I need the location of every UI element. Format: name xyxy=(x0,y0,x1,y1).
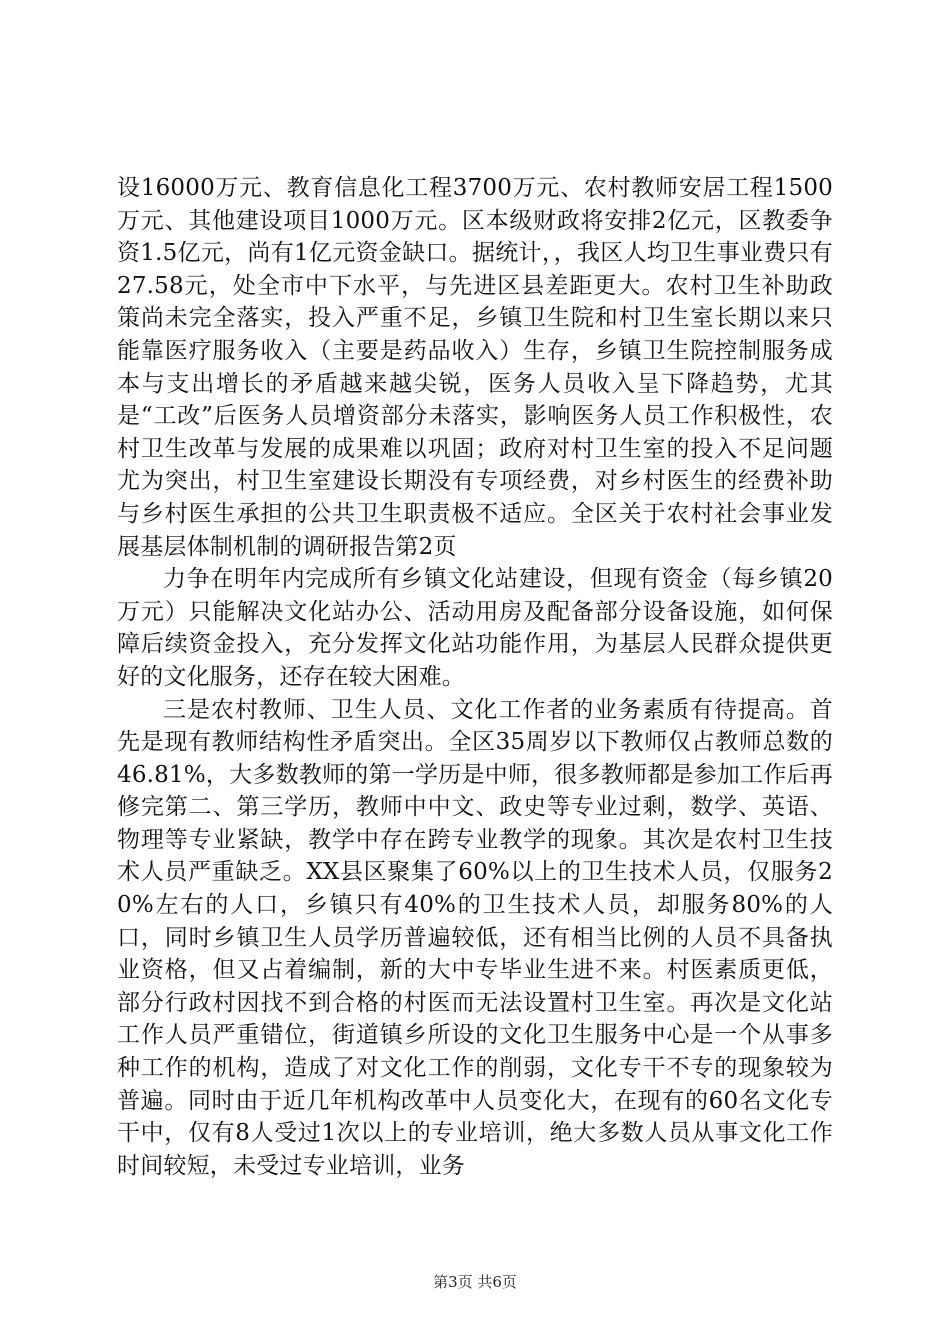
paragraph-quality: 三是农村教师、卫生人员、文化工作者的业务素质有待提高。首先是现有教师结构性矛盾突出。全区35周岁以下教师仅占教师总数的46.81%，大多数教师的第一学历是中师，很多教师都是参加工作后再修完第二、第三学历，教师中中文、政史等专业过剩，数学、英语、物理等专业紧缺，教学中存在跨专业教学的现象。其次是农村卫生技术人员严重缺乏。XX县区聚集了60%以上的卫生技术人员，仅服务20%左右的人口，乡镇只有40%的卫生技术人员，却服务80%的人口，同时乡镇卫生人员学历普遍较低，还有相当比例的人员不具备执业资格，但又占着编制，新的大中专毕业生进不来。村医素质更低，部分行政村因找不到合格的村医而无法设置村卫生室。再次是文化站工作人员严重错位，街道镇乡所设的文化卫生服务中心是一个从事多种工作的机构，造成了对文化工作的削弱，文化专干不专的现象较为普遍。同时由于近几年机构改革中人员变化大，在现有的60名文化专干中，仅有8人受过1次以上的专业培训，绝大多数人员从事文化工作时间较短，未受过专业培训，业务 xyxy=(117,696,833,1179)
paragraph-continued: 设16000万元、教育信息化工程3700万元、农村教师安居工程1500万元、其他建设项目1000万元。区本级财政将安排2亿元，区教委争资1.5亿元，尚有1亿元资金缺口。据统计，，我区人均卫生事业费只有27.58元，处全市中下水平，与先进区县差距更大。农村卫生补助政策尚未完全落实，投入严重不足，乡镇卫生院和村卫生室长期以来只能靠医疗服务收入（主要是药品收入）生存，乡镇卫生院控制服务成本与支出增长的矛盾越来越尖锐，医务人员收入呈下降趋势，尤其是“工改”后医务人员增资部分未落实，影响医务人员工作积极性，农村卫生改革与发展的成果难以巩固；政府对村卫生室的投入不足问题尤为突出，村卫生室建设长期没有专项经费，对乡村医生的经费补助与乡村医生承担的公共卫生职责极不适应。全区关于农村社会事业发展基层体制机制的调研报告第2页 xyxy=(117,175,833,560)
paragraph-culture-station: 力争在明年内完成所有乡镇文化站建设，但现有资金（每乡镇20万元）只能解决文化站办公、活动用房及配备部分设备设施，如何保障后续资金投入，充分发挥文化站功能作用，为基层人民群众提供更好的文化服务，还存在较大困难。 xyxy=(117,566,833,690)
page-footer: 第3页 共6页 xyxy=(433,1273,517,1291)
document-body xyxy=(117,172,833,1182)
